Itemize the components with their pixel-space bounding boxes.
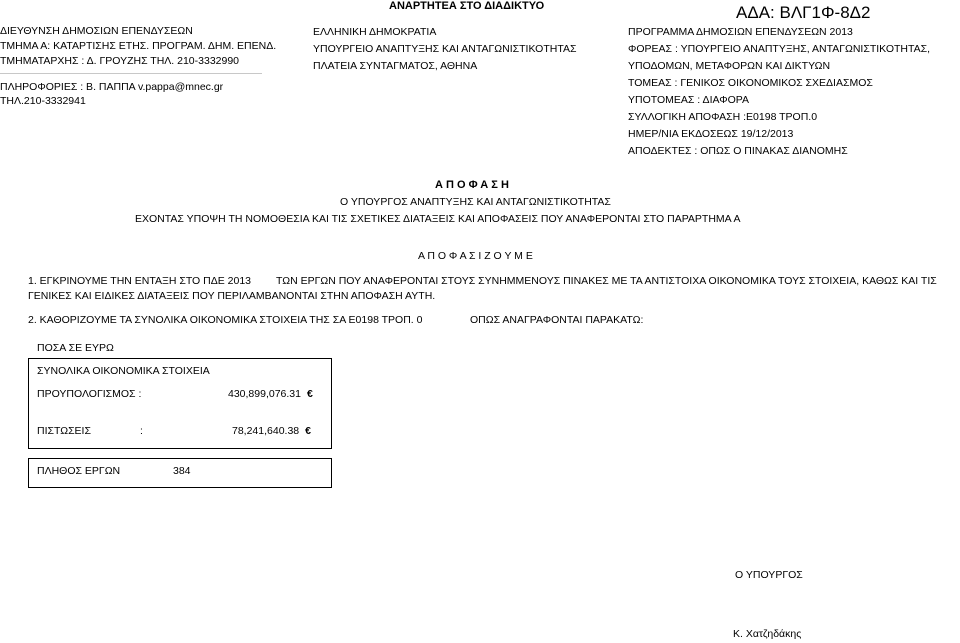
header-center-line-3: ΠΛΑΤΕΙΑ ΣΥΝΤΑΓΜΑΤΟΣ, ΑΘΗΝΑ (313, 60, 478, 72)
header-right-line-2: ΦΟΡΕΑΣ : ΥΠΟΥΡΓΕΙΟ ΑΝΑΠΤΥΞΗΣ, ΑΝΤΑΓΩΝΙΣΤΙΚΟΤΗΤΑΣ, (628, 43, 931, 55)
item-2-part-b: ΟΠΩΣ ΑΝΑΓΡΑΦΟΝΤΑΙ ΠΑΡΑΚΑΤΩ: (470, 314, 644, 326)
posting-banner: ΑΝΑΡΤΗΤΕΑ ΣΤΟ ΔΙΑΔΙΚΤΥΟ (389, 0, 545, 12)
item-2-part-a: 2. ΚΑΘΟΡΙΖΟΥΜΕ ΤΑ ΣΥΝΟΛΙΚΑ ΟΙΚΟΝΟΜΙΚΑ ΣΤΟΙΧΕΙΑ ΤΗΣ ΣΑ Ε0198 ΤΡΟΠ. 0 (28, 314, 423, 326)
header-left-divider (0, 73, 262, 74)
decide-title: Α Π Ο Φ Α Σ Ι Ζ Ο Υ Μ Ε (418, 250, 533, 262)
credits-colon: : (140, 425, 143, 437)
projects-count: 384 (173, 465, 191, 477)
euro-icon: € (305, 425, 311, 437)
header-right-line-7: ΗΜΕΡ/ΝΙΑ ΕΚΔΟΣΕΩΣ 19/12/2013 (628, 128, 794, 140)
item-1-part-a: 1. ΕΓΚΡΙΝΟΥΜΕ ΤΗΝ ΕΝΤΑΞΗ ΣΤΟ ΠΔΕ 2013 (28, 275, 251, 287)
header-right-line-1: ΠΡΟΓΡΑΜΜΑ ΔΗΜΟΣΙΩΝ ΕΠΕΝΔΥΣΕΩΝ 2013 (628, 26, 853, 38)
minister-line: Ο ΥΠΟΥΡΓΟΣ ΑΝΑΠΤΥΞΗΣ ΚΑΙ ΑΝΤΑΓΩΝΙΣΤΙΚΟΤΗΤΑΣ (340, 196, 611, 208)
euro-icon: € (307, 388, 313, 400)
item-1-part-b: ΤΩΝ ΕΡΓΩΝ ΠΟΥ ΑΝΑΦΕΡΟΝΤΑΙ ΣΤΟΥΣ ΣΥΝΗΜΜΕΝΟΥΣ ΠΙΝΑΚΕΣ ΜΕ ΤΑ ΑΝΤΙΣΤΟΙΧΑ ΟΙΚΟΝΟΜΙΚΑ ΤΟΥΣ ΣΤΟΙΧΕΙΑ, ΚΑΘΩΣ ΚΑΙ ΤΙΣ (276, 275, 937, 287)
projects-label: ΠΛΗΘΟΣ ΕΡΓΩΝ (37, 465, 121, 477)
credits-label: ΠΙΣΤΩΣΕΙΣ (37, 425, 91, 437)
decision-title: Α Π Ο Φ Α Σ Η (435, 179, 509, 191)
item-1-line-2: ΓΕΝΙΚΕΣ ΚΑΙ ΕΙΔΙΚΕΣ ΔΙΑΤΑΞΕΙΣ ΠΟΥ ΠΕΡΙΛΑΜΒΑΝΟΝΤΑΙ ΣΤΗΝ ΑΠΟΦΑΣΗ ΑΥΤΗ. (28, 290, 436, 302)
header-center-line-1: ΕΛΛΗΝΙΚΗ ΔΗΜΟΚΡΑΤΙΑ (313, 26, 437, 38)
header-left-line-2: ΤΜΗΜΑ Α: ΚΑΤΑΡΤΙΣΗΣ ΕΤΗΣ. ΠΡΟΓΡΑΜ. ΔΗΜ. ΕΠΕΝΔ. (0, 40, 277, 52)
credits-value: 78,241,640.38 (232, 425, 300, 437)
header-right-line-4: ΤΟΜΕΑΣ : ΓΕΝΙΚΟΣ ΟΙΚΟΝΟΜΙΚΟΣ ΣΧΕΔΙΑΣΜΟΣ (628, 77, 873, 89)
header-center-line-2: ΥΠΟΥΡΓΕΙΟ ΑΝΑΠΤΥΞΗΣ ΚΑΙ ΑΝΤΑΓΩΝΙΣΤΙΚΟΤΗΤΑΣ (313, 43, 577, 55)
header-right-line-3: ΥΠΟΔΟΜΩΝ, ΜΕΤΑΦΟΡΩΝ ΚΑΙ ΔΙΚΤΥΩΝ (628, 60, 831, 72)
header-left-line-3: ΤΜΗΜΑΤΑΡΧΗΣ : Δ. ΓΡΟΥΖΗΣ ΤΗΛ. 210-3332990 (0, 55, 240, 67)
signature-name: Κ. Χατζηδάκης (733, 628, 802, 640)
budget-label: ΠΡΟΥΠΟΛΟΓΙΣΜΟΣ : (37, 388, 142, 400)
ada-code: ΑΔΑ: ΒΛΓ1Φ-8Δ2 (736, 3, 871, 22)
credits-amount (232, 425, 311, 438)
header-left-line-1: ΔΙΕΥΘΥΝΣΗ ΔΗΜΟΣΙΩΝ ΕΠΕΝΔΥΣΕΩΝ (0, 25, 193, 37)
budget-amount (228, 388, 313, 401)
considering-line: ΕΧΟΝΤΑΣ ΥΠΟΨΗ ΤΗ ΝΟΜΟΘΕΣΙΑ ΚΑΙ ΤΙΣ ΣΧΕΤΙΚΕΣ ΔΙΑΤΑΞΕΙΣ ΚΑΙ ΑΠΟΦΑΣΕΙΣ ΠΟΥ ΑΝΑΦΕΡΟΝΤΑΙ ΣΤΟ ΠΑΡΑΡΤΗΜΑ Α (135, 213, 741, 225)
budget-value: 430,899,076.31 (228, 388, 301, 400)
header-right-line-8: ΑΠΟΔΕΚΤΕΣ : ΟΠΩΣ Ο ΠΙΝΑΚΑΣ ΔΙΑΝΟΜΗΣ (628, 145, 848, 157)
financials-title: ΣΥΝΟΛΙΚΑ ΟΙΚΟΝΟΜΙΚΑ ΣΤΟΙΧΕΙΑ (37, 365, 210, 377)
header-left-line-5: ΤΗΛ.210-3332941 (0, 95, 86, 107)
header-right-line-5: ΥΠΟΤΟΜΕΑΣ : ΔΙΑΦΟΡΑ (628, 94, 749, 106)
header-left-line-4: ΠΛΗΡΟΦΟΡΙΕΣ : Β. ΠΑΠΠΑ v.pappa@mnec.gr (0, 81, 224, 93)
amounts-in-euro: ΠΟΣΑ ΣΕ ΕΥΡΩ (37, 342, 114, 354)
header-right-line-6: ΣΥΛΛΟΓΙΚΗ ΑΠΟΦΑΣΗ :Ε0198 ΤΡΟΠ.0 (628, 111, 818, 123)
signature-title: Ο ΥΠΟΥΡΓΟΣ (735, 569, 803, 581)
